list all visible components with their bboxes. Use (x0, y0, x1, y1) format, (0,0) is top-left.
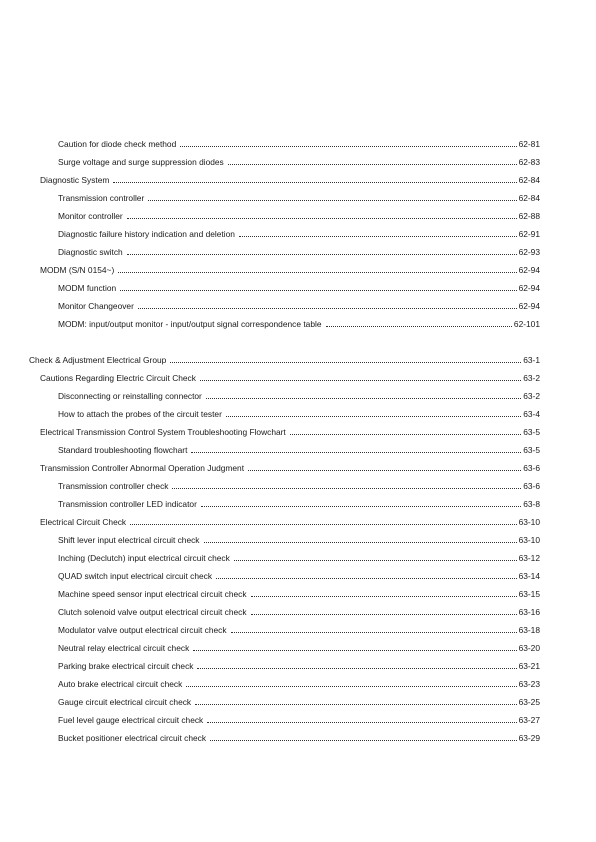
toc-entry-page-number: 62-84 (518, 175, 540, 185)
dot-leader (326, 315, 512, 333)
dot-leader (239, 225, 517, 243)
toc-entry-page-number: 63-18 (518, 625, 540, 635)
toc-entry-page-number: 63-2 (523, 373, 540, 383)
toc-entry[interactable] (0, 477, 596, 495)
toc-entry-page-number: 63-1 (523, 355, 540, 365)
dot-leader (186, 675, 516, 693)
dot-leader (204, 531, 517, 549)
toc-entry-title: Monitor controller (58, 211, 123, 221)
dot-leader (228, 153, 517, 171)
toc-entry-title: Gauge circuit electrical circuit check (58, 697, 192, 707)
dot-leader (127, 243, 517, 261)
toc-entry[interactable] (0, 279, 596, 297)
toc-entry-page-number: 63-14 (518, 571, 540, 581)
toc-entry-page-number: 63-2 (523, 391, 540, 401)
toc-entry[interactable] (0, 729, 596, 747)
toc-entry-title: Transmission controller LED indicator (58, 499, 197, 509)
dot-leader (113, 171, 516, 189)
toc-entry-page-number: 63-16 (518, 607, 540, 617)
toc-entry-title: How to attach the probes of the circuit tester (58, 409, 222, 419)
toc-entry-page-number: 62-93 (518, 247, 540, 257)
toc-entry[interactable] (0, 369, 596, 387)
toc-entry-title: Check & Adjustment Electrical Group (29, 355, 167, 365)
dot-leader (195, 693, 516, 711)
toc-entry-title: Machine speed sensor input electrical circuit check (58, 589, 247, 599)
toc-entry[interactable] (0, 495, 596, 513)
toc-entry-page-number: 63-6 (523, 481, 540, 491)
dot-leader (251, 603, 517, 621)
toc-entry-title: MODM: input/output monitor - input/output signal correspondence table (58, 319, 322, 329)
dot-leader (231, 621, 517, 639)
toc-entry-title: Bucket positioner electrical circuit check (58, 733, 207, 743)
toc-entry-title: Monitor Changeover (58, 301, 134, 311)
dot-leader (170, 351, 521, 369)
toc-entry-page-number: 63-4 (523, 409, 540, 419)
dot-leader (206, 387, 521, 405)
dot-leader (193, 639, 516, 657)
dot-leader (130, 513, 516, 531)
toc-entry[interactable] (0, 243, 596, 261)
toc-entry-page-number: 63-27 (518, 715, 540, 725)
dot-leader (200, 369, 521, 387)
toc-entry-title: Electrical Transmission Control System Troubleshooting Flowchart (40, 427, 286, 437)
toc-entry[interactable] (0, 603, 596, 621)
dot-leader (180, 135, 516, 153)
toc-entry[interactable] (0, 171, 596, 189)
toc-entry-title: Fuel level gauge electrical circuit check (58, 715, 204, 725)
toc-entry[interactable] (0, 135, 596, 153)
dot-leader (120, 279, 516, 297)
toc-entry-page-number: 63-20 (518, 643, 540, 653)
toc-entry-title: Transmission controller check (58, 481, 169, 491)
toc-entry[interactable] (0, 423, 596, 441)
toc-entry-title: MODM (S/N 0154~) (40, 265, 115, 275)
dot-leader (290, 423, 521, 441)
dot-leader (216, 567, 517, 585)
toc-entry-title: Auto brake electrical circuit check (58, 679, 183, 689)
toc-entry[interactable] (0, 225, 596, 243)
toc-entry-title: MODM function (58, 283, 117, 293)
toc-entry-title: Diagnostic System (40, 175, 110, 185)
toc-entry[interactable] (0, 207, 596, 225)
toc-entry-page-number: 63-12 (518, 553, 540, 563)
toc-entry-title: Diagnostic failure history indication and deletion (58, 229, 235, 239)
toc-entry-title: Transmission Controller Abnormal Operation Judgment (40, 463, 245, 473)
toc-entry-title: Caution for diode check method (58, 139, 177, 149)
dot-leader (234, 549, 517, 567)
dot-leader (201, 495, 521, 513)
toc-entry[interactable] (0, 261, 596, 279)
toc-entry-page-number: 62-91 (518, 229, 540, 239)
toc-entry[interactable] (0, 531, 596, 549)
toc-entry[interactable] (0, 567, 596, 585)
toc-entry-title: Parking brake electrical circuit check (58, 661, 194, 671)
toc-entry[interactable] (0, 441, 596, 459)
toc-entry-page-number: 63-10 (518, 535, 540, 545)
toc-entry-page-number: 63-10 (518, 517, 540, 527)
dot-leader (127, 207, 517, 225)
toc-entry-title: Modulator valve output electrical circuit check (58, 625, 227, 635)
toc-entry-title: Cautions Regarding Electric Circuit Check (40, 373, 196, 383)
toc-entry-page-number: 63-25 (518, 697, 540, 707)
dot-leader (191, 441, 521, 459)
toc-entry-page-number: 62-94 (518, 301, 540, 311)
toc-entry-page-number: 62-84 (518, 193, 540, 203)
dot-leader (138, 297, 517, 315)
toc-entry-page-number: 63-23 (518, 679, 540, 689)
toc-entry[interactable] (0, 153, 596, 171)
dot-leader (251, 585, 517, 603)
toc-entry-title: Transmission controller (58, 193, 145, 203)
dot-leader (210, 729, 517, 747)
toc-entry-title: Electrical Circuit Check (40, 517, 127, 527)
toc-entry-page-number: 62-101 (513, 319, 540, 329)
dot-leader (118, 261, 516, 279)
toc-entry-page-number: 63-21 (518, 661, 540, 671)
toc-entry[interactable] (0, 693, 596, 711)
toc-entry-page-number: 63-5 (523, 427, 540, 437)
toc-entry[interactable] (0, 459, 596, 477)
dot-leader (148, 189, 516, 207)
toc-entry[interactable] (0, 657, 596, 675)
toc-entry-title: Disconnecting or reinstalling connector (58, 391, 202, 401)
toc-entry-page-number: 63-8 (523, 499, 540, 509)
toc-entry[interactable] (0, 585, 596, 603)
toc-entry-page-number: 63-29 (518, 733, 540, 743)
toc-entry-page-number: 63-5 (523, 445, 540, 455)
toc-entry-page-number: 62-83 (518, 157, 540, 167)
toc-entry-page-number: 62-94 (518, 265, 540, 275)
dot-leader (226, 405, 521, 423)
toc-entry[interactable] (0, 351, 596, 369)
toc-entry[interactable] (0, 387, 596, 405)
toc-entry-page-number: 62-81 (518, 139, 540, 149)
table-of-contents (0, 135, 596, 747)
toc-entry-page-number: 62-94 (518, 283, 540, 293)
toc-entry-page-number: 62-88 (518, 211, 540, 221)
toc-entry-title: QUAD switch input electrical circuit check (58, 571, 213, 581)
dot-leader (207, 711, 516, 729)
toc-entry[interactable] (0, 315, 596, 333)
toc-entry[interactable] (0, 513, 596, 531)
toc-entry-title: Neutral relay electrical circuit check (58, 643, 190, 653)
toc-entry-title: Inching (Declutch) input electrical circuit check (58, 553, 230, 563)
toc-entry[interactable] (0, 711, 596, 729)
dot-leader (197, 657, 516, 675)
toc-entry-title: Shift lever input electrical circuit check (58, 535, 200, 545)
toc-entry[interactable] (0, 621, 596, 639)
toc-entry[interactable] (0, 189, 596, 207)
toc-entry-page-number: 63-15 (518, 589, 540, 599)
toc-entry-title: Standard troubleshooting flowchart (58, 445, 188, 455)
toc-entry[interactable] (0, 675, 596, 693)
toc-entry-title: Clutch solenoid valve output electrical circuit check (58, 607, 247, 617)
toc-entry-title: Diagnostic switch (58, 247, 123, 257)
dot-leader (172, 477, 521, 495)
toc-entry[interactable] (0, 405, 596, 423)
toc-entry[interactable] (0, 549, 596, 567)
toc-entry-title: Surge voltage and surge suppression diodes (58, 157, 224, 167)
dot-leader (248, 459, 521, 477)
toc-entry[interactable] (0, 639, 596, 657)
toc-entry-page-number: 63-6 (523, 463, 540, 473)
toc-entry[interactable] (0, 297, 596, 315)
